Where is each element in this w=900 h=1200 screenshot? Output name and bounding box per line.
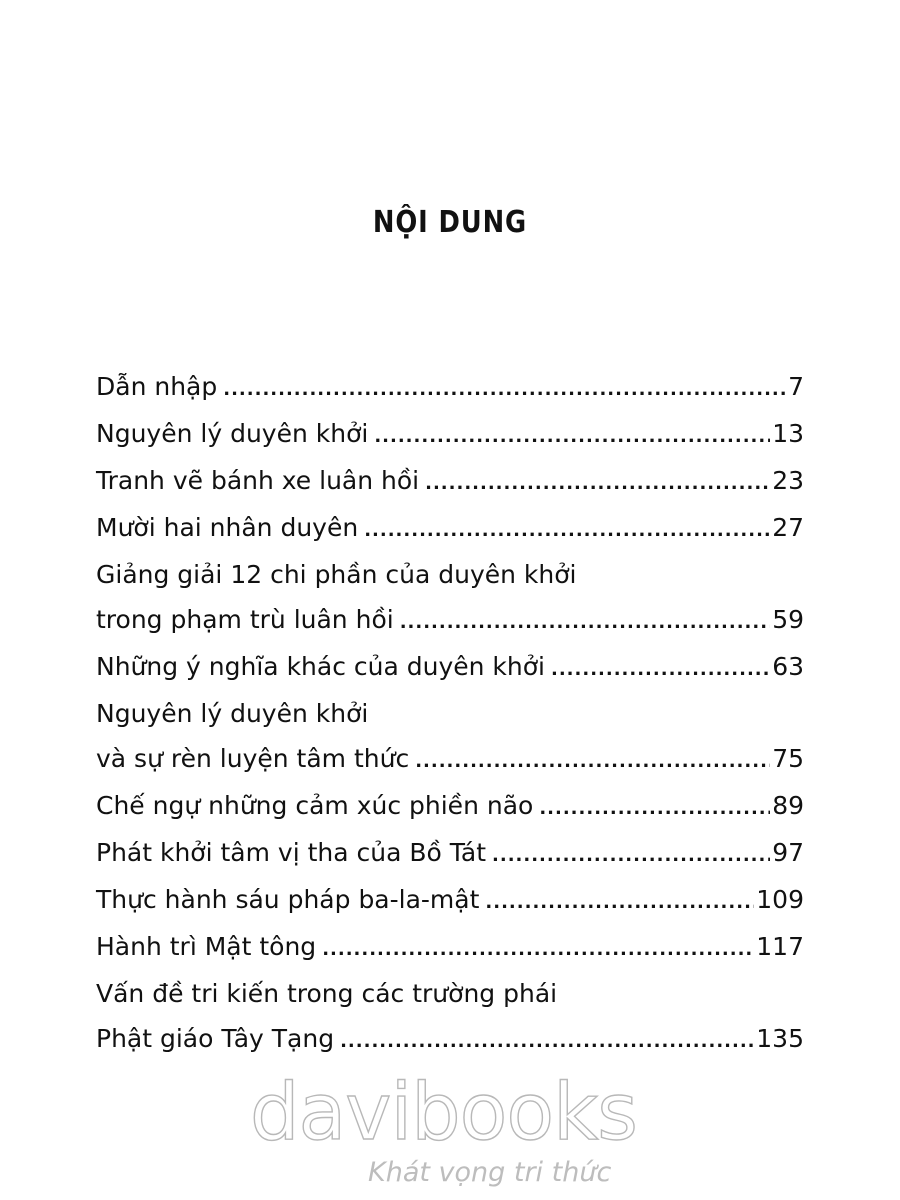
toc-entry-title: Tranh vẽ bánh xe luân hồi <box>96 466 420 495</box>
dot-leader <box>415 747 770 777</box>
dot-leader <box>485 888 754 918</box>
toc-entry-title: Phát khởi tâm vị tha của Bồ Tát <box>96 838 487 867</box>
toc-page-number: 63 <box>772 652 804 681</box>
toc-entry <box>96 699 804 777</box>
toc-entry <box>96 513 804 546</box>
dot-leader <box>539 794 770 824</box>
toc-entry-title-line2: và sự rèn luyện tâm thức <box>96 744 410 773</box>
dot-leader <box>364 516 770 546</box>
watermark-logo: davibooks <box>250 1068 637 1158</box>
toc-page-number: 75 <box>772 744 804 773</box>
toc-entry-title-line2: trong phạm trù luân hồi <box>96 605 394 634</box>
toc-page-number: 7 <box>788 372 804 401</box>
dot-leader <box>374 422 770 452</box>
toc-entry-title: Chế ngự những cảm xúc phiền não <box>96 791 534 820</box>
toc-entry <box>96 652 804 685</box>
page-title: NỘI DUNG <box>372 205 528 240</box>
toc-page-number: 117 <box>756 932 804 961</box>
toc-entry-title-line1: Vấn đề tri kiến trong các trường phái <box>96 979 558 1008</box>
toc-entry <box>96 932 804 965</box>
toc-entry <box>96 791 804 824</box>
dot-leader <box>322 935 754 965</box>
watermark <box>250 1068 670 1198</box>
toc-entry <box>96 979 804 1057</box>
dot-leader <box>492 841 770 871</box>
toc-entry <box>96 885 804 918</box>
toc-entry-title: Mười hai nhân duyên <box>96 513 359 542</box>
toc-entry <box>96 466 804 499</box>
toc-page-number: 135 <box>756 1024 804 1053</box>
toc-page-number: 97 <box>772 838 804 867</box>
toc-entry <box>96 560 804 638</box>
toc-entry-title: Thực hành sáu pháp ba-la-mật <box>96 885 480 914</box>
toc-page-number: 27 <box>772 513 804 542</box>
table-of-contents <box>96 372 804 1071</box>
dot-leader <box>425 469 770 499</box>
toc-page-number: 59 <box>772 605 804 634</box>
toc-page-number: 13 <box>772 419 804 448</box>
toc-page-number: 109 <box>756 885 804 914</box>
watermark-slogan: Khát vọng tri thức <box>368 1157 612 1188</box>
toc-entry-title-line2: Phật giáo Tây Tạng <box>96 1024 335 1053</box>
dot-leader <box>223 375 786 405</box>
toc-entry-title-line1: Nguyên lý duyên khởi <box>96 699 369 728</box>
dot-leader <box>340 1027 754 1057</box>
toc-page-number: 23 <box>772 466 804 495</box>
dot-leader <box>400 608 771 638</box>
toc-entry-title: Dẫn nhập <box>96 372 218 401</box>
toc-entry-title-line1: Giảng giải 12 chi phần của duyên khởi <box>96 560 577 589</box>
dot-leader <box>551 655 770 685</box>
toc-entry <box>96 419 804 452</box>
toc-page-number: 89 <box>772 791 804 820</box>
toc-entry <box>96 838 804 871</box>
toc-entry-title: Hành trì Mật tông <box>96 932 317 961</box>
toc-entry-title: Nguyên lý duyên khởi <box>96 419 369 448</box>
toc-entry-title: Những ý nghĩa khác của duyên khởi <box>96 652 545 681</box>
toc-entry <box>96 372 804 405</box>
